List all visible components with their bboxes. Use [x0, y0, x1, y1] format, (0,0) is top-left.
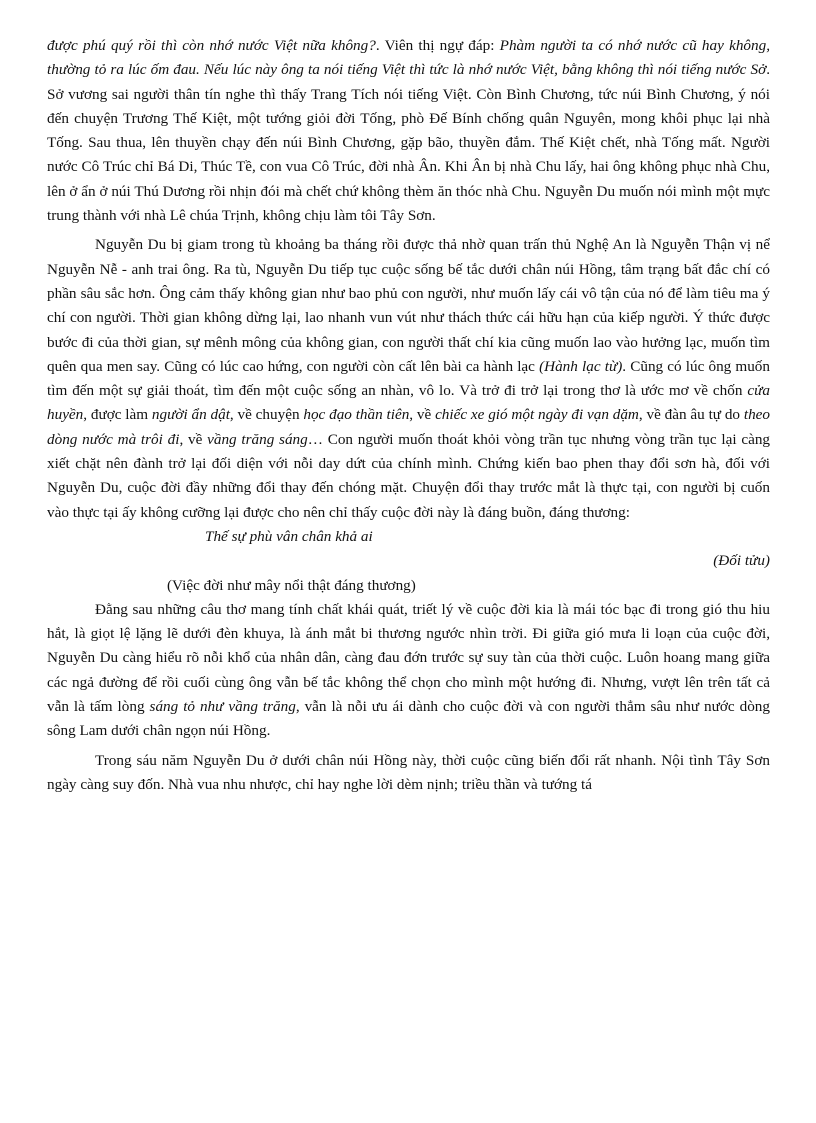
text-run: … Con người muốn thoát khỏi vòng trần tục nhưng vòng trần tục lại càng xiết chặt nên đành trở lại đối diện với nỗi day dứt của chính mình. Chứng kiến bao phen thay đổi sơn hà, đối với Nguyễn Du, cuộc đời đầy những đổi thay đến chóng mặt. Chuyện đổi thay trước mắt là thực tại, con người bị cuốn vào thực tại ấy không cưỡng lại được cho nên chỉ thấy cuộc đời này là đáng buồn, đáng thương:: [47, 430, 771, 521]
text-run: , được làm: [83, 406, 152, 424]
italic-phrase: học đạo thần tiên: [303, 406, 410, 424]
quote-answer: Phàm người ta có nhớ nước cũ hay không, thường tỏ ra lúc ốm đau. Nếu lúc này ông ta nói tiếng Việt thì tức là nhớ nước Việt, bằng không thì nói tiếng nước Sở: [47, 37, 770, 79]
text-run: , vẫn là nỗi ưu ái dành cho cuộc đời và con người thẳm sâu như nước dòng sông Lam dưới chân ngọn núi Hồng.: [47, 698, 770, 740]
poem-source: (Đối tửu): [713, 552, 770, 570]
text-run: Nguyễn Du bị giam trong tù khoảng ba tháng rồi được thả nhờ quan trấn thủ Nghệ An là Nguyễn Thận vị nể Nguyễn Nễ - anh trai ông. Ra tù, Nguyễn Du tiếp tục cuộc sống bế tắc dưới chân núi Hồng, tâm trạng bất đắc chí có phần sâu sắc hơn. Ông cảm thấy không gian như bao phủ con người, như muốn lấy cái vô tận của nó để làm tiêu ma ý chí con người. Thời gian không dừng lại, lao nhanh vun vút như thách thức cái hữu hạn của kiếp người. Ý thức được bước đi của thời gian, sự mênh mông của không gian, con người thất chí kia cũng muốn lao vào hưởng lạc, muốn tìm quên qua men say. Cũng có lúc cao hứng, con người còn cất lên bài ca hành lạc: [47, 236, 770, 375]
italic-phrase: vầng trăng sáng: [207, 430, 308, 448]
paragraph-2: [47, 233, 770, 525]
italic-phrase: chiếc xe gió một ngày đi vạn dặm: [435, 406, 639, 424]
text-run: . Cũng có lúc ông muốn tìm đến một sự giải thoát, tìm đến một cuộc sống an nhàn, vô lo. Và trở đi trở lại trong thơ là ước mơ về chốn: [47, 357, 770, 400]
paragraph-1: [47, 34, 770, 228]
text-run: , về đàn âu tự do: [638, 406, 744, 424]
text-run: Đằng sau những câu thơ mang tính chất khái quát, triết lý về cuộc đời kia là mái tóc bạc đi trong gió thu hiu hắt, là giọt lệ lặng lẽ dưới đèn khuya, là ánh mắt bi thương ngước nhìn trời. Đi giữa gió mưa li loạn của cuộc đời, Nguyễn Du càng hiểu rõ nỗi khổ của nhân dân, càng đau đớn trước sự suy tàn của thời cuộc. Luôn hoang mang giữa các ngả đường để rồi cuối cùng ông vẫn bế tắc không thể chọn cho mình một hướng đi. Nhưng, vượt lên trên tất cả vẫn là tấm lòng: [47, 600, 770, 716]
poem-translation: (Việc đời như mây nổi thật đáng thương): [167, 576, 416, 594]
text-run: . Viên thị ngự đáp:: [375, 37, 500, 54]
paragraph-3: [47, 598, 770, 744]
text-run: . Sở vương sai người thân tín nghe thì thấy Trang Tích nói tiếng Việt. Còn Bình Chương, tức núi Bình Chương, ý nói đến chuyện Trương Thế Kiệt, một tướng giỏi đời Tống, phò Đế Bính chống quân Nguyên, mong khôi phục lại nhà Tống. Sau thua, lên thuyền chạy đến núi Bình Chương, gặp bão, thuyền đắm. Thế Kiệt chết, nhà Tống mất. Người nước Cô Trúc chỉ Bá Di, Thúc Tề, con vua Cô Trúc, đời nhà Ân. Khi Ân bị nhà Chu lấy, hai ông không phục nhà Chu, lên ở ẩn ở núi Thú Dương rồi nhịn đói mà chết chứ không thèm ăn thóc nhà Chu. Nguyễn Du muốn nói mình một mực trung thành với nhà Lê chúa Trịnh, không chịu làm tôi Tây Sơn.: [47, 61, 770, 225]
poem-verse: Thế sự phù vân chân khả ai: [205, 527, 373, 545]
quote-question: được phú quý rồi thì còn nhớ nước Việt nữa không?: [47, 37, 376, 54]
italic-phrase: theo dòng nước mà trôi đi: [47, 406, 770, 448]
italic-phrase: cửa huyền: [47, 382, 770, 424]
paragraph-4: [47, 749, 770, 798]
document-page: [47, 34, 770, 797]
text-run: , về chuyện: [229, 406, 304, 424]
italic-phrase: sáng tỏ như vầng trăng: [149, 698, 296, 716]
italic-phrase: người ẩn dật: [151, 406, 230, 424]
poem-title-hanh-lac-tu: (Hành lạc từ): [539, 357, 623, 375]
text-run: , về: [409, 406, 436, 424]
text-run: Trong sáu năm Nguyễn Du ở dưới chân núi Hồng này, thời cuộc cũng biến đổi rất nhanh. Nội tình Tây Sơn ngày càng suy đốn. Nhà vua nhu nhược, chỉ hay nghe lời dèm nịnh; triều thần và tướng tá: [47, 751, 770, 793]
text-run: , về: [179, 430, 208, 448]
